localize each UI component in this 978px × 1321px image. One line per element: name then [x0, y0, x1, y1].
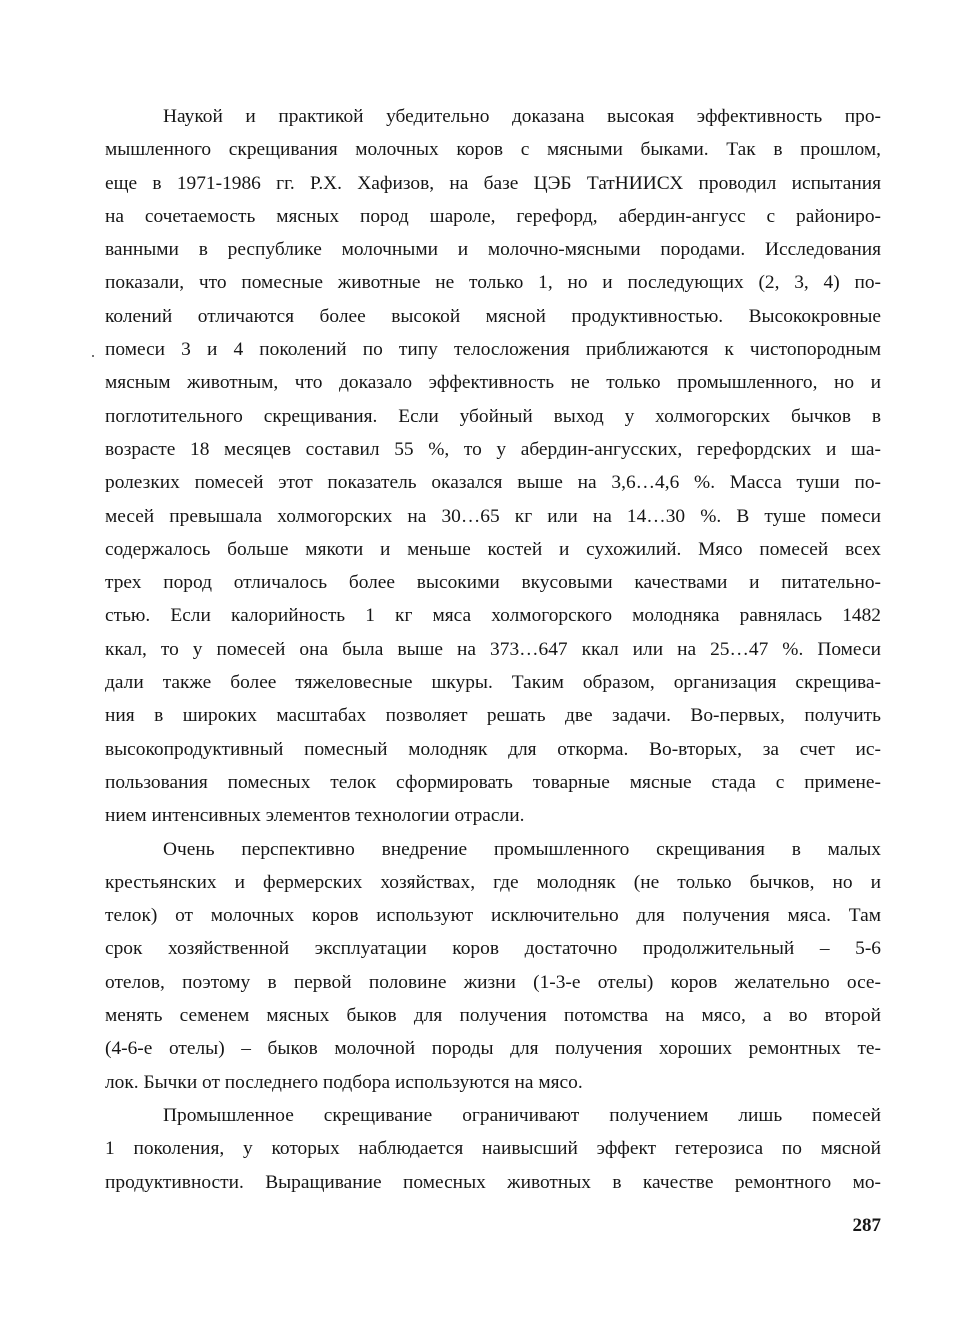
- paragraph-2: [105, 833, 881, 1099]
- text-line: дали также более тяжеловесные шкуры. Таким образом, организация скрещива-: [105, 672, 881, 694]
- text-line: ния в широких масштабах позволяет решать две задачи. Во-первых, получить: [105, 705, 881, 727]
- text-line: высокопродуктивный помесный молодняк для откорма. Во-вторых, за счет ис-: [105, 738, 881, 760]
- text-line: телок) от молочных коров используют исключительно для получения мяса. Там: [105, 905, 881, 927]
- text-line: месей превышала холмогорских на 30…65 кг или на 14…30 %. В туше помеси: [105, 505, 881, 527]
- text-line: поглотительного скрещивания. Если убойный выход у холмогорских бычков в: [105, 405, 881, 427]
- page-body: [105, 100, 881, 1199]
- text-line: менять семенем мясных быков для получения потомства на мясо, а во второй: [105, 1005, 881, 1027]
- text-line: Промышленное скрещивание ограничивают получением лишь помесей: [163, 1104, 881, 1126]
- text-line: ванными в республике молочными и молочно-мясными породами. Исследования: [105, 239, 881, 261]
- page-number: 287: [852, 1215, 881, 1236]
- text-line: нием интенсивных элементов технологии отрасли.: [105, 805, 525, 827]
- text-line: Очень перспективно внедрение промышленного скрещивания в малых: [163, 838, 881, 860]
- text-line: возрасте 18 месяцев составил 55 %, то у абердин-ангусских, герефордских и ша-: [105, 438, 881, 460]
- text-line: показали, что помесные животные не только 1, но и последующих (2, 3, 4) по-: [105, 272, 881, 294]
- paragraph-3: [105, 1099, 881, 1199]
- text-line: мясным животным, что доказало эффективность не только промышленного, но и: [105, 372, 881, 394]
- text-line: на сочетаемость мясных пород шароле, герефорд, абердин-ангусс с райониро-: [105, 205, 881, 227]
- text-line: помеси 3 и 4 поколений по типу телосложения приближаются к чистопородным: [105, 339, 881, 361]
- text-line: ккал, то у помесей она была выше на 373…647 ккал или на 25…47 %. Помеси: [105, 638, 881, 660]
- text-line: отелов, поэтому в первой половине жизни (1-3-е отелы) коров желательно осе-: [105, 971, 881, 993]
- text-line: стью. Если калорийность 1 кг мяса холмогорского молодняка равнялась 1482: [105, 605, 881, 627]
- text-line: 1 поколения, у которых наблюдается наивысший эффект гетерозиса по мясной: [105, 1138, 881, 1160]
- text-line: трех пород отличалось более высокими вкусовыми качествами и питательно-: [105, 572, 881, 594]
- text-line: пользования помесных телок сформировать товарные мясные стада с примене-: [105, 771, 881, 793]
- paragraph-1: [105, 100, 881, 833]
- text-line: ролезких помесей этот показатель оказался выше на 3,6…4,6 %. Масса туши по-: [105, 472, 881, 494]
- text-line: содержалось больше мякоти и меньше костей и сухожилий. Мясо помесей всех: [105, 538, 881, 560]
- text-line: колений отличаются более высокой мясной продуктивностью. Высококровные: [105, 305, 881, 327]
- text-line: Наукой и практикой убедительно доказана высокая эффективность про-: [163, 106, 881, 127]
- text-line: еще в 1971-1986 гг. Р.Х. Хафизов, на базе ЦЭБ ТатНИИСХ проводил испытания: [105, 172, 881, 194]
- scan-speck: [92, 355, 94, 357]
- text-line: крестьянских и фермерских хозяйствах, где молодняк (не только бычков, но и: [105, 871, 881, 893]
- text-line: срок хозяйственной эксплуатации коров достаточно продолжительный – 5-6: [105, 938, 881, 960]
- text-line: продуктивности. Выращивание помесных животных в качестве ремонтного мо-: [105, 1171, 881, 1193]
- text-line: (4-6-е отелы) – быков молочной породы для получения хороших ремонтных те-: [105, 1038, 881, 1060]
- text-line: мышленного скрещивания молочных коров с мясными быками. Так в прошлом,: [105, 139, 881, 161]
- text-line: лок. Бычки от последнего подбора используются на мясо.: [105, 1071, 583, 1093]
